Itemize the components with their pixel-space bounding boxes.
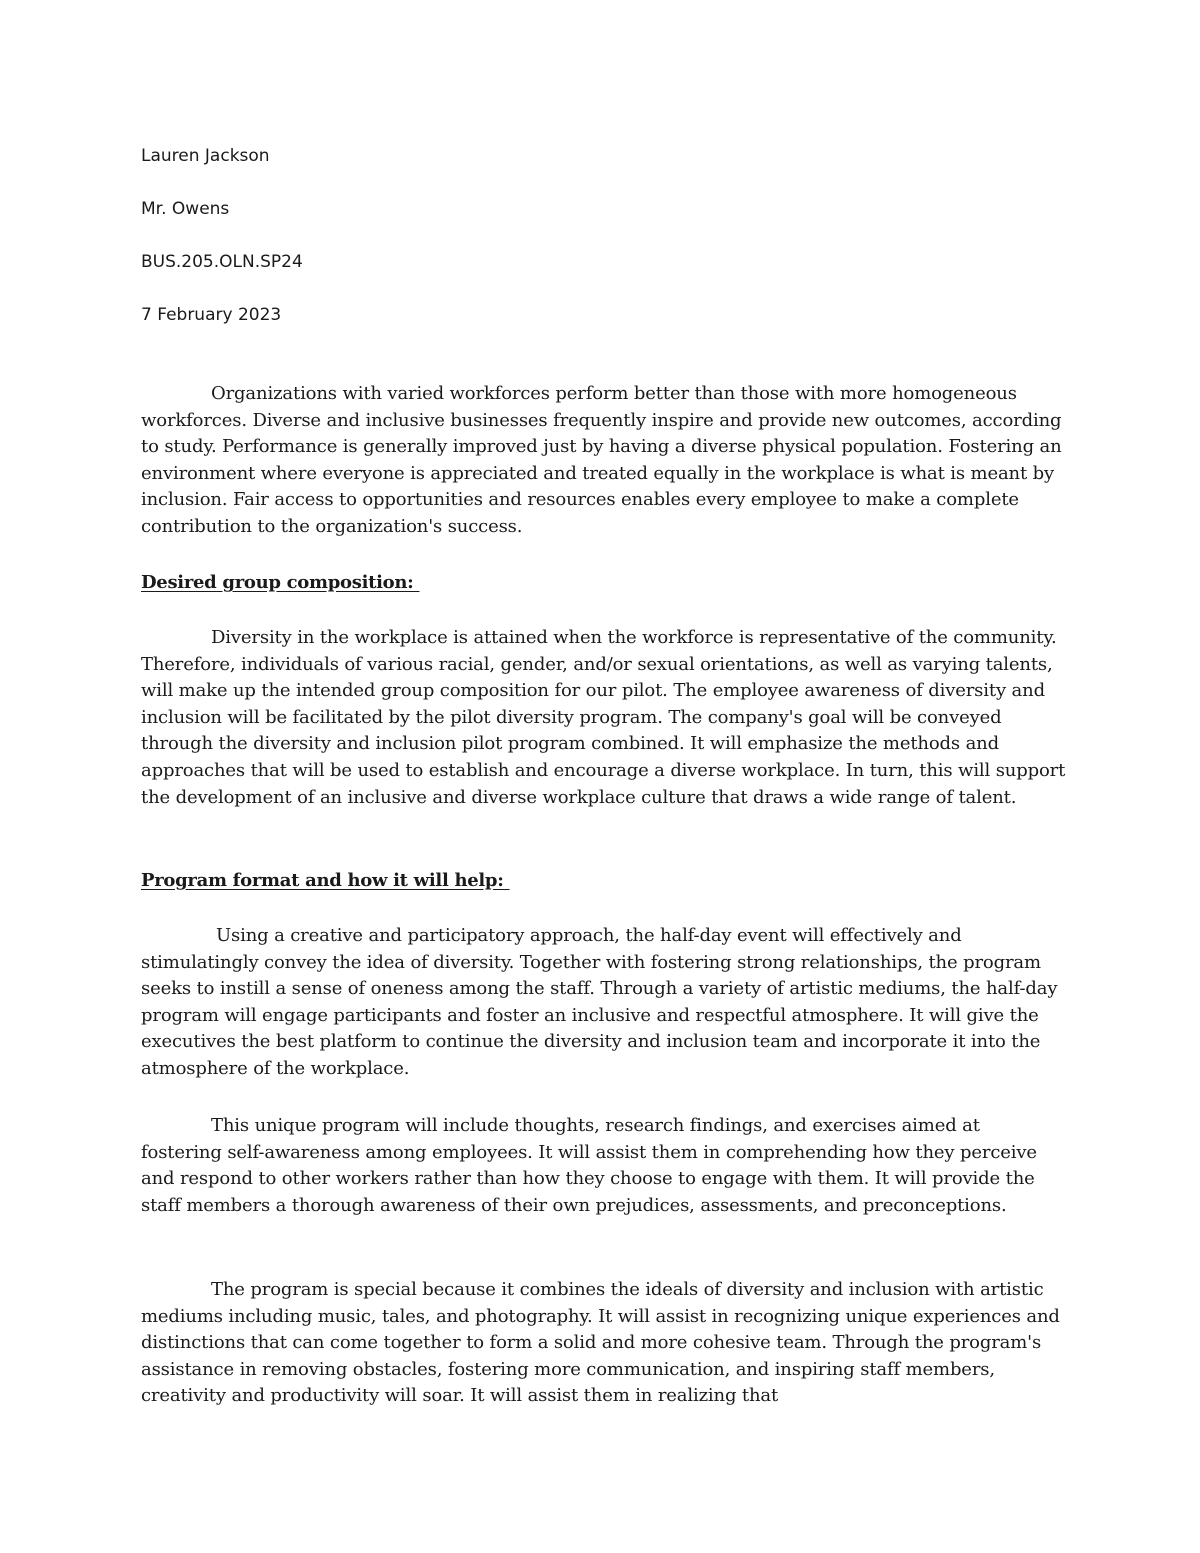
instructor-name: Mr. Owens <box>141 199 230 219</box>
program-format-paragraph-2: This unique program will include thoughts, research findings, and exercises aimed at fostering self-awareness among employees. It will assist them in comprehending how they perceive and respond to other workers rather than how they choose to engage with them. It will provide the staff members a thorough awareness of their own prejudices, assessments, and preconceptions. <box>141 1115 1037 1216</box>
program-format-paragraph-1: Using a creative and participatory approach, the half-day event will effectively and stimulatingly convey the idea of diversity. Together with fostering strong relationships, the program seeks to instill a sense of oneness among the staff. Through a variety of artistic mediums, the half-day program will engage participants and foster an inclusive and respectful atmosphere. It will give the executives the best platform to continue the diversity and inclusion team and incorporate it into the atmosphere of the workplace. <box>141 925 1058 1079</box>
course-code: BUS.205.OLN.SP24 <box>141 252 303 272</box>
section-heading-program-format: Program format and how it will help: <box>141 870 510 891</box>
section-heading-group-composition: Desired group composition: <box>141 572 420 593</box>
group-composition-paragraph: Diversity in the workplace is attained when the workforce is representative of the community. Therefore, individuals of various racial, gender, and/or sexual orientations, as well as varying talents, will make up the intended group composition for our pilot. The employee awareness of diversity and inclusion will be facilitated by the pilot diversity program. The company's goal will be conveyed through the diversity and inclusion pilot program combined. It will emphasize the methods and approaches that will be used to establish and encourage a diverse workplace. In turn, this will support the development of an inclusive and diverse workplace culture that draws a wide range of talent. <box>141 627 1066 808</box>
document-date: 7 February 2023 <box>141 305 282 325</box>
program-format-paragraph-3: The program is special because it combines the ideals of diversity and inclusion with artistic mediums including music, tales, and photography. It will assist in recognizing unique experiences and distinctions that can come together to form a solid and more cohesive team. Through the program's assistance in removing obstacles, fostering more communication, and inspiring staff members, creativity and productivity will soar. It will assist them in realizing that <box>141 1279 1060 1407</box>
author-name: Lauren Jackson <box>141 146 270 166</box>
intro-paragraph: Organizations with varied workforces perform better than those with more homogeneous workforces. Diverse and inclusive businesses frequently inspire and provide new outcomes, according to study. Performance is generally improved just by having a diverse physical population. Fostering an environment where everyone is appreciated and treated equally in the workplace is what is meant by inclusion. Fair access to opportunities and resources enables every employee to make a complete contribution to the organization's success. <box>141 383 1062 537</box>
